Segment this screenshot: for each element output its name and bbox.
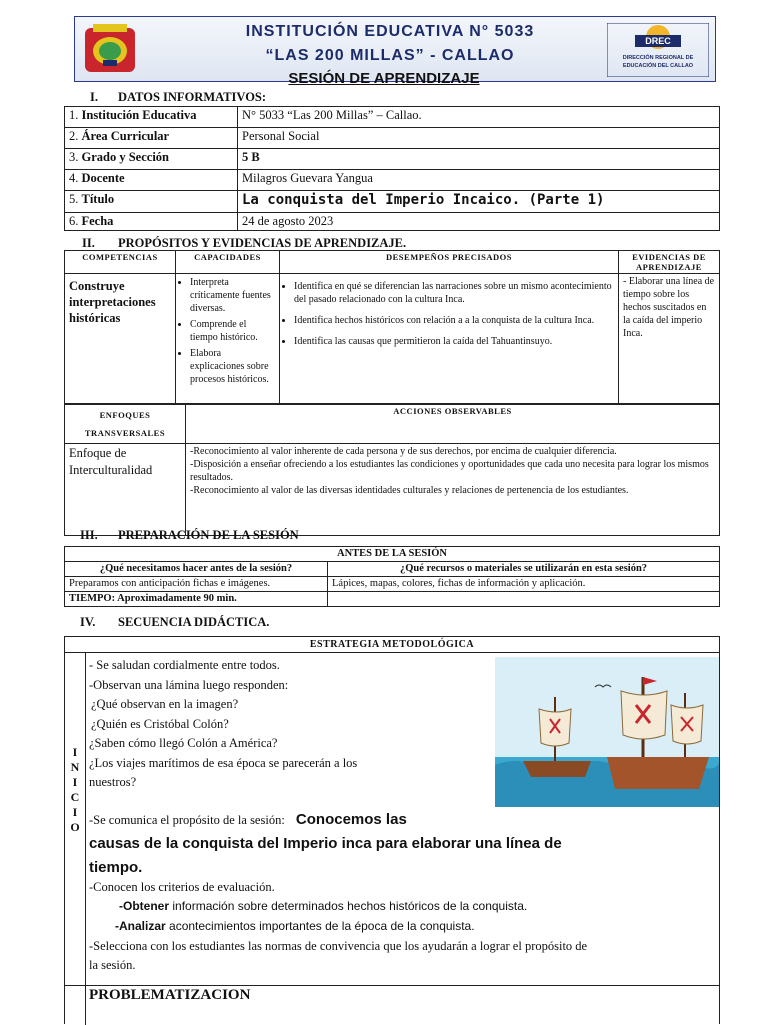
capacidad-item: • Comprende el tiempo histórico. — [190, 318, 275, 344]
section-3-heading: PREPARACIÓN DE LA SESIÓN — [118, 528, 299, 542]
proposito-bold-3: tiempo. — [89, 859, 143, 876]
section-4-number: IV. — [80, 615, 96, 629]
datos-row — [65, 128, 720, 149]
propositos-table — [64, 250, 720, 404]
problematizacion-heading: PROBLEMATIZACION — [89, 987, 251, 1003]
normas-line: la sesión. — [89, 958, 136, 972]
secuencia-frame — [64, 636, 720, 1024]
drec-sub1: DIRECCIÓN REGIONAL DE — [622, 55, 694, 61]
criterio-2-text: acontecimientos importantes de la época de la conquista. — [169, 919, 475, 933]
row-label: Institución Educativa — [81, 108, 197, 122]
capacidad-item: • Interpreta críticamente fuentes diversas. — [190, 276, 275, 315]
criterios-line: -Conocen los criterios de evaluación. — [89, 880, 275, 894]
normas-line: -Selecciona con los estudiantes las normas de convivencia que los ayudarán a lograr el propósito de — [89, 939, 588, 953]
inicio-line: ¿Qué observan en la imagen? — [91, 697, 239, 711]
inicio-letter: C — [70, 790, 80, 804]
desempeno-item: • Identifica hechos históricos con relación a a la conquista de la cultura Inca. — [294, 314, 614, 327]
row-number: 6. — [69, 214, 79, 228]
row-label: Título — [81, 192, 115, 206]
criterio-1 — [119, 899, 527, 913]
desempenos-list — [284, 280, 614, 348]
inicio-letter: I — [72, 775, 78, 789]
inicio-letter: I — [72, 745, 78, 759]
inicio-line: - Se saludan cordialmente entre todos. — [89, 658, 280, 672]
inicio-line: -Observan una lámina luego responden: — [89, 677, 289, 692]
tiempo-cell: TIEMPO: Aproximadamente 90 min. — [65, 592, 328, 607]
school-crest-logo — [83, 22, 137, 76]
inicio-line: ¿Quién es Cristóbal Colón? — [91, 716, 229, 731]
acciones-header: ACCIONES OBSERVABLES — [186, 405, 720, 444]
drec-sub2: EDUCACIÓN DEL CALLAO — [622, 63, 694, 69]
row-value: 24 de agosto 2023 — [238, 213, 720, 231]
section-4-heading: SECUENCIA DIDÁCTICA. — [118, 615, 270, 629]
row-value-title: La conquista del Imperio Incaico. (Parte 1) — [238, 191, 720, 213]
section-1-heading: DATOS INFORMATIVOS: — [118, 90, 267, 104]
datos-row — [65, 149, 720, 170]
col-capacidades: CAPACIDADES — [176, 251, 280, 274]
section-3-number: III. — [80, 528, 98, 542]
desempeno-item: • Identifica en qué se diferencian las narraciones sobre un mismo acontecimiento del pasado relacionado con la cultura Inca. — [294, 280, 614, 306]
proposito-intro — [89, 811, 407, 828]
criterio-2 — [115, 919, 475, 933]
question-1: ¿Qué necesitamos hacer antes de la sesión? — [65, 562, 328, 577]
row-number: 2. — [69, 129, 79, 143]
drec-logo — [607, 23, 709, 77]
row-value: 5 B — [238, 149, 720, 170]
datos-row — [65, 107, 720, 128]
accion-item: -Reconocimiento al valor inherente de cada persona y de sus derechos, por encima de cualquier diferencia. — [190, 446, 617, 457]
evidencia-cell: - Elaborar una línea de tiempo sobre los hechos suscitados en la caída del imperio Inca. — [619, 274, 720, 404]
row-label: Fecha — [81, 214, 114, 228]
drec-label: DREC — [635, 35, 681, 47]
row-number: 1. — [69, 108, 79, 122]
estrategia-header: ESTRATEGIA METODOLÓGICA — [309, 639, 475, 650]
normas-text — [89, 937, 715, 975]
school-subtitle: “LAS 200 MILLAS” - CALLAO — [265, 47, 515, 64]
ships-illustration — [495, 657, 719, 807]
datos-row — [65, 213, 720, 231]
inicio-letter: N — [70, 760, 80, 774]
inicio-line: ¿Saben cómo llegó Colón a América? — [89, 736, 278, 750]
school-name: INSTITUCIÓN EDUCATIVA N° 5033 — [245, 23, 535, 40]
capacidades-list — [180, 276, 275, 386]
enfoques-table — [64, 404, 720, 536]
col-evidencias: EVIDENCIAS DE APRENDIZAJE — [619, 251, 720, 274]
page-title: SESIÓN DE APRENDIZAJE — [288, 70, 480, 87]
datos-row — [65, 191, 720, 213]
accion-item: -Disposición a enseñar ofreciendo a los estudiantes las condiciones y oportunidades que cada uno necesita para lograr los mismos resultados. — [190, 459, 709, 483]
criterio-1-verb: -Obtener — [119, 899, 170, 913]
accion-item: -Reconocimiento al valor de las diversas identidades culturales y relaciones de pertenencia de los estudiantes. — [190, 485, 629, 496]
question-2: ¿Qué recursos o materiales se utilizarán en esta sesión? — [328, 562, 720, 577]
proposito-intro-text: -Se comunica el propósito de la sesión: — [89, 813, 285, 827]
answer-2: Lápices, mapas, colores, fichas de información y aplicación. — [328, 577, 720, 592]
inicio-letter: O — [70, 820, 80, 834]
row-number: 5. — [69, 192, 79, 206]
preparacion-table — [64, 546, 720, 607]
inicio-vertical-label — [65, 745, 85, 835]
desempeno-item: • Identifica las causas que permitieron la caída del Tahuantinsuyo. — [294, 335, 614, 348]
row-label: Grado y Sección — [81, 150, 169, 164]
section-1-number: I. — [90, 90, 98, 104]
antes-header: ANTES DE LA SESIÓN — [65, 547, 720, 562]
answer-1: Preparamos con anticipación fichas e imágenes. — [65, 577, 328, 592]
row-label: Área Curricular — [81, 129, 170, 143]
inicio-line: ¿Los viajes marítimos de esa época se parecerán a los — [89, 755, 358, 770]
row-value: Milagros Guevara Yangua — [238, 170, 720, 191]
proposito-bold-2: causas de la conquista del Imperio inca para elaborar una línea de — [89, 835, 562, 852]
row-number: 4. — [69, 171, 79, 185]
datos-table — [64, 106, 720, 231]
enfoque-cell: Enfoque de Interculturalidad — [65, 444, 186, 536]
criterio-2-verb: -Analizar — [115, 919, 166, 933]
section-2-number: II. — [82, 236, 95, 250]
row-value: N° 5033 “Las 200 Millas” – Callao. — [238, 107, 720, 128]
col-competencias: COMPETENCIAS — [65, 251, 176, 274]
criterio-1-text: información sobre determinados hechos históricos de la conquista. — [172, 899, 528, 913]
inicio-letter: I — [72, 805, 78, 819]
enfoques-header: ENFOQUES TRANSVERSALES — [65, 405, 186, 444]
inicio-lines — [89, 656, 489, 793]
proposito-bold-1: Conocemos las — [295, 811, 407, 828]
row-label: Docente — [81, 171, 125, 185]
competencia-cell: Construye interpretaciones históricas — [65, 274, 176, 404]
capacidad-item: • Elabora explicaciones sobre procesos históricos. — [190, 347, 275, 386]
datos-row — [65, 170, 720, 191]
section-2-heading: PROPÓSITOS Y EVIDENCIAS DE APRENDIZAJE. — [118, 236, 407, 250]
col-desempenos: DESEMPEÑOS PRECISADOS — [280, 251, 619, 274]
row-number: 3. — [69, 150, 79, 164]
row-value: Personal Social — [238, 128, 720, 149]
inicio-line: nuestros? — [89, 775, 137, 789]
